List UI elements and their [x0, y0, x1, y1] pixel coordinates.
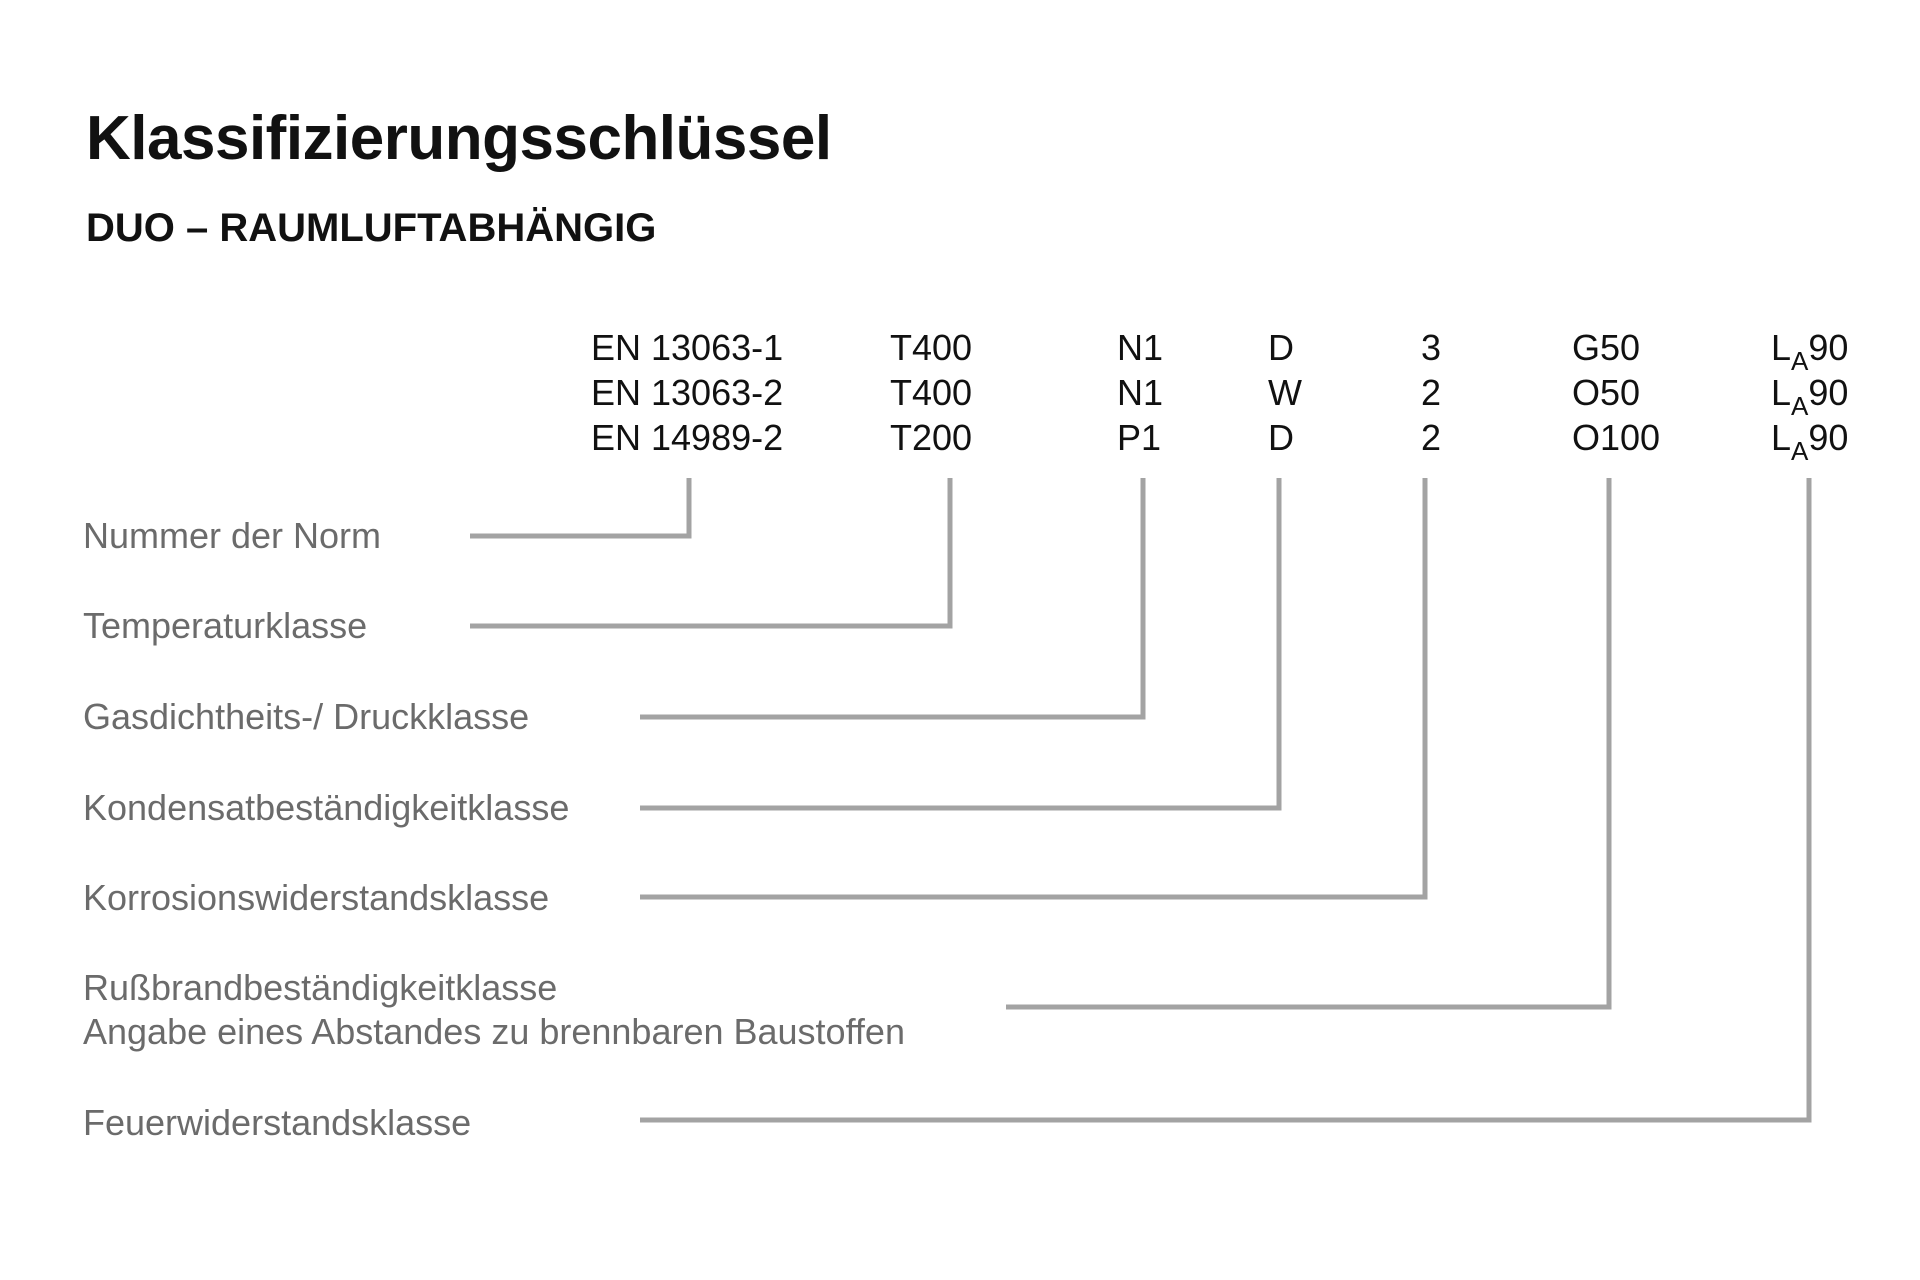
connector-temperature — [470, 478, 950, 626]
label-fire: Feuerwiderstandsklasse — [83, 1102, 472, 1143]
condensate-code-row-1: D — [1268, 327, 1294, 368]
connector-norm — [470, 478, 689, 536]
norm-code-row-1: EN 13063-1 — [591, 327, 784, 368]
connector-pressure — [640, 478, 1143, 717]
condensate-code-row-2: W — [1268, 372, 1302, 413]
temperature-code-row-3: T200 — [890, 417, 973, 458]
temperature-code-row-2: T400 — [890, 372, 973, 413]
fire-code-row-1: $L_A90$ — [1771, 327, 1849, 376]
soot-code-row-1: G50 — [1572, 327, 1641, 368]
connector-fire — [640, 478, 1809, 1120]
corrosion-code-row-1: 3 — [1421, 327, 1442, 368]
connector-condensate — [640, 478, 1279, 808]
pressure-code-row-2: N1 — [1117, 372, 1164, 413]
norm-code-row-3: EN 14989-2 — [591, 417, 784, 458]
pressure-code-row-1: N1 — [1117, 327, 1164, 368]
diagram-subtitle: DUO – RAUMLUFTABHÄNGIG — [86, 206, 657, 250]
diagram-title: Klassifizierungsschlüssel — [86, 104, 832, 173]
label-pressure: Gasdichtheits-/ Druckklasse — [83, 696, 530, 737]
corrosion-code-row-3: 2 — [1421, 417, 1442, 458]
soot-code-row-2: O50 — [1572, 372, 1641, 413]
label-temperature: Temperaturklasse — [83, 605, 368, 646]
corrosion-code-row-2: 2 — [1421, 372, 1442, 413]
label-norm: Nummer der Norm — [83, 515, 382, 556]
norm-code-row-2: EN 13063-2 — [591, 372, 784, 413]
connector-corrosion — [640, 478, 1425, 897]
soot-code-row-3: O100 — [1572, 417, 1661, 458]
fire-code-row-3: $L_A90$ — [1771, 417, 1849, 466]
temperature-code-row-1: T400 — [890, 327, 973, 368]
connector-soot — [1006, 478, 1609, 1007]
label-soot-line-1: Rußbrandbeständigkeitklasse — [83, 967, 558, 1008]
pressure-code-row-3: P1 — [1117, 417, 1162, 458]
fire-code-row-2: $L_A90$ — [1771, 372, 1849, 421]
label-corrosion: Korrosionswiderstandsklasse — [83, 877, 550, 918]
condensate-code-row-3: D — [1268, 417, 1294, 458]
label-condensate: Kondensatbeständigkeitklasse — [83, 787, 570, 828]
label-soot-line-2: Angabe eines Abstandes zu brennbaren Baustoffen — [83, 1011, 905, 1052]
